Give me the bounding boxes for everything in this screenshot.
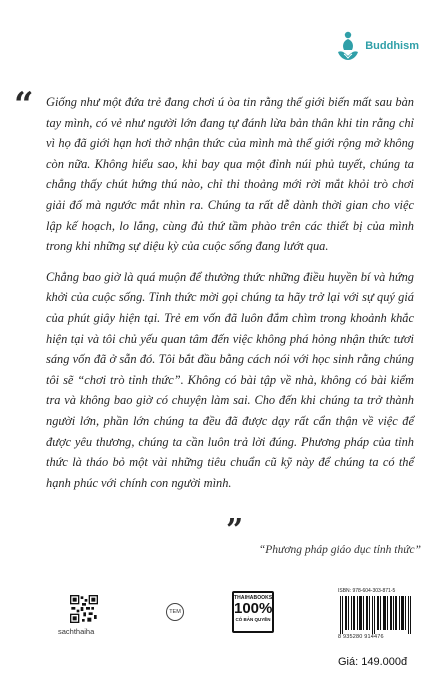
quote-attribution: “Phương pháp giáo dục tỉnh thức” <box>258 544 421 556</box>
quote-paragraph-2: Chẳng bao giờ là quá muộn để thưởng thức những điều huyền bí và hứng khởi của cuộc sống. Tỉnh thức mời gọi chúng ta hãy trở lại với sự quý giá của phút giây hiện tại. Trẻ em vốn đã luôn đắm chìm trong khoảnh khắc hiện tại và tôi chủ yếu quan tâm đến việc không phá hỏng nhận thức tươi sáng vốn đã ở sẵn đó. Tôi bắt đầu bằng cách nói với học sinh rằng chúng tôi sẽ “chơi trò tỉnh thức”. Không có bài tập về nhà, không có bài kiểm tra và không bao giờ có chuyện làm sai. Cho đến khi chúng ta trở thành người lớn, phần lớn chúng ta đều đã được dạy rất cẩn thận về việc để được yêu thương, chúng ta cần luôn trả lời đúng. Phương pháp của tỉnh thức là tháo bỏ một vài những tiêu chuẩn cũ kỹ này để chúng ta có thể hạnh phúc với chính con người mình. <box>46 269 414 490</box>
barcode-icon <box>338 596 414 634</box>
badge-number: 100% <box>234 600 273 617</box>
back-cover-text <box>46 92 414 503</box>
buddhism-logo <box>336 30 419 62</box>
close-quote-mark: ” <box>226 513 244 548</box>
qr-code-icon <box>70 595 98 623</box>
open-quote-mark: “ <box>14 85 34 125</box>
isbn-barcode <box>338 588 415 643</box>
lotus-figure-icon <box>336 30 360 62</box>
barcode-digits: 8 935280 914476 <box>338 634 384 640</box>
copyright-badge <box>232 591 274 633</box>
brand-name: Buddhism <box>365 40 419 52</box>
badge-caption: CÓ BẢN QUYỀN <box>235 617 271 622</box>
tem-stamp: TEM <box>166 603 184 621</box>
price-label: Giá: 149.000đ <box>338 656 408 668</box>
quote-paragraph-1: Giống như một đứa trẻ đang chơi ú òa tin rằng thế giới biến mất sau bàn tay mình, có vẻ như người lớn đang tự đánh lừa bản thân khi tin rằng chỉ vì họ đã giới hạn hơi thở nhận thức của mình mà thế giới rộng mở không còn nữa. Không hiểu sao, khi bay qua một đỉnh núi phủ tuyết, chúng ta chẳng thấy chút hứng thú nào, chỉ thi thoảng mới rời mắt khỏi trò chơi giải đố mà ngước mắt nhìn ra. Chúng ta rất dễ dành thời gian cho việc lập kế hoạch, lo lắng, cùng đủ thứ tầm phào trên các thiết bị của mình trong khi những sự diệu kỳ của cuộc sống đang lướt qua. <box>46 95 414 254</box>
isbn-number: ISBN: 978-604-303-871-5 <box>338 588 396 594</box>
badge-brand: THAIHABOOKS <box>234 595 273 601</box>
qr-label: sachthaiha <box>58 627 95 636</box>
